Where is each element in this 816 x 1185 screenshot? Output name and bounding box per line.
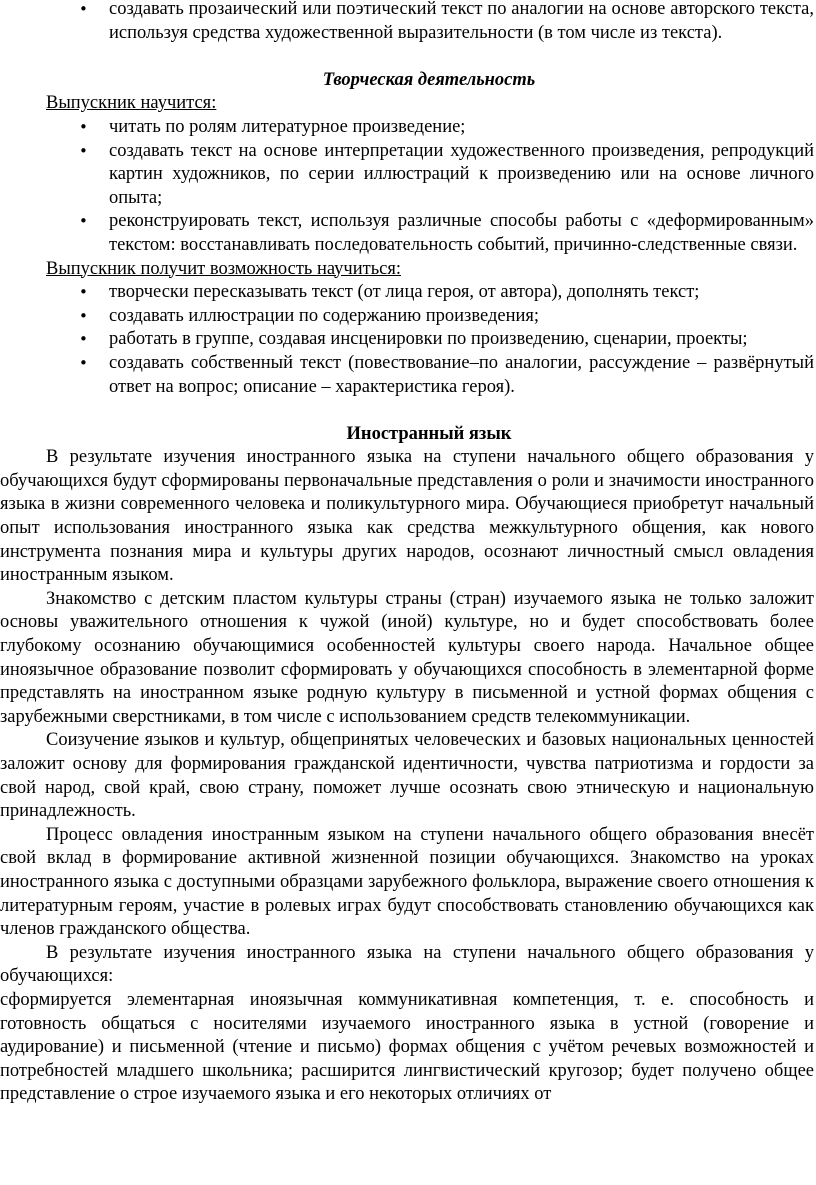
list-item: • создавать текст на основе интерпретации художественного произведения, репродукций картин художников, по серии иллюстраций к произведению или на основе личного опыта; [0, 140, 814, 211]
list-item: • реконструировать текст, используя различные способы работы с «деформированным» текстом: восстанавливать последовательность событий, причинно-следственные связи. [0, 210, 814, 257]
spacer [0, 45, 814, 69]
list-item: • создавать прозаический или поэтический текст по аналогии на основе авторского текста, используя средства художественной выразительности (в том числе из текста). [0, 0, 814, 45]
spacer [0, 399, 814, 423]
paragraph: В результате изучения иностранного языка на ступени начального общего образования у обучающихся: [0, 942, 814, 987]
paragraph: Процесс овладения иностранным языком на ступени начального общего образования внесёт свой вклад в формирование активной жизненной позиции обучающихся. Знакомство на уроках иностранного языка с доступными образцами зарубежного фольклора, выражение своего отношения к литературным героям, участие в ролевых играх будут способствовать становлению обучающихся как членов гражданского общества. [0, 824, 814, 940]
top-bullet-list [0, 0, 814, 45]
paragraph: В результате изучения иностранного языка на ступени начального общего образования у обучающихся будут сформированы первоначальные представления о роли и значимости иностранного языка в жизни современного человека и поликультурного мира. Обучающиеся приобретут начальный опыт использования иностранного языка как средства межкультурного общения, как нового инструмента познания мира и культуры других народов, осознают личностный смысл овладения иностранным языком. [0, 447, 814, 586]
list-item: • создавать иллюстрации по содержанию произведения; [0, 305, 814, 329]
section-heading-foreign-language: Иностранный язык [346, 423, 512, 444]
list-item: • читать по ролям литературное произведение; [0, 116, 814, 140]
learner-opportunity-label: Выпускник получит возможность научиться: [46, 258, 401, 279]
learner-will-learn-list [0, 116, 814, 258]
list-item: • творчески пересказывать текст (от лица героя, от автора), дополнять текст; [0, 281, 814, 305]
learner-will-learn-label: Выпускник научится: [46, 93, 217, 114]
section-heading-creative: Творческая деятельность [322, 69, 536, 90]
learner-opportunity-list [0, 281, 814, 399]
list-item: • создавать собственный текст (повествование–по аналогии, рассуждение – развёрнутый ответ на вопрос; описание – характеристика героя). [0, 352, 814, 399]
paragraph-continuation: сформируется элементарная иноязычная коммуникативная компетенция, т. е. способность и готовность общаться с носителями изучаемого иностранного языка в устной (говорение и аудирование) и письменной (чтение и письмо) формах общения с учётом речевых возможностей и потребностей младшего школьника; расширится лингвистический кругозор; будет получено общее представление о строе изучаемого языка и его некоторых отличиях от [0, 989, 814, 1105]
paragraph: Знакомство с детским пластом культуры страны (стран) изучаемого языка не только заложит основы уважительного отношения к чужой (иной) культуре, но и будет способствовать более глубокому осознанию обучающимися особенностей культуры своего народа. Начальное общее иноязычное образование позволит сформировать у обучающихся способность в элементарной форме представлять на иностранном языке родную культуру в письменной и устной формах общения с зарубежными сверстниками, в том числе с использованием средств телекоммуникации. [0, 588, 814, 727]
paragraph: Соизучение языков и культур, общепринятых человеческих и базовых национальных ценностей заложит основу для формирования гражданской идентичности, чувства патриотизма и гордости за свой народ, свой край, свою страну, поможет лучше осознать свою этническую и национальную принадлежность. [0, 730, 814, 822]
list-item: • работать в группе, создавая инсценировки по произведению, сценарии, проекты; [0, 328, 814, 352]
